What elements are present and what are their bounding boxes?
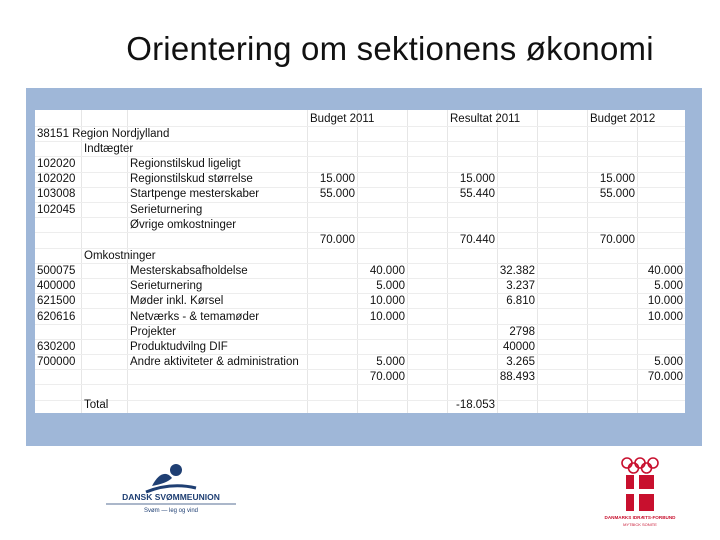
expense-row-resultat-2011: 3.265 (506, 356, 535, 369)
income-total-budget-2012: 70.000 (599, 234, 635, 246)
income-row-label: Startpenge mesterskaber (130, 188, 260, 201)
expense-row-resultat-2011: 2798 (509, 325, 535, 338)
expense-row-resultat-2011: 3.237 (506, 280, 535, 293)
svg-text:Svøm — leg og vind: Svøm — leg og vind (143, 508, 199, 514)
expense-row-budget-2011: 10.000 (369, 310, 405, 323)
expense-total-resultat-2011: 88.493 (499, 371, 535, 383)
dannebrog-flag-icon (626, 475, 654, 511)
expense-row-budget-2012: 10.000 (647, 295, 683, 308)
dif-logo (596, 453, 684, 535)
swimmer-icon (146, 464, 196, 492)
expense-row-budget-2012: 5.000 (654, 356, 683, 369)
income-row-code: 103008 (37, 188, 76, 201)
expense-row-label: Mesterskabsafholdelse (130, 265, 248, 277)
expense-row-budget-2011: 5.000 (376, 280, 405, 293)
income-section-label: Indtægter (84, 143, 134, 155)
income-row-budget-2012: 55.000 (599, 188, 635, 201)
slide-title: Orientering om sektionens økonomi (126, 30, 654, 67)
budget-sheet (35, 110, 685, 413)
income-row-label: Øvrige omkostninger (130, 218, 237, 231)
expense-row-budget-2011: 40.000 (369, 265, 405, 277)
income-row-budget-2011: 15.000 (319, 173, 355, 186)
income-total-resultat-2011: 70.440 (459, 234, 495, 246)
expense-row-code: 400000 (37, 280, 76, 293)
income-row-resultat-2011: 15.000 (459, 173, 495, 186)
expense-section-label: Omkostninger (84, 250, 156, 262)
expense-row-budget-2012: 40.000 (647, 265, 683, 277)
expense-row-budget-2011: 10.000 (369, 295, 405, 308)
header-budget-2011: Budget 2011 (310, 113, 375, 125)
expense-row-budget-2012: 10.000 (647, 310, 683, 323)
expense-row-budget-2011: 5.000 (376, 356, 405, 369)
expense-row-budget-2012: 5.000 (654, 280, 683, 293)
total-label: Total (84, 399, 109, 411)
income-row-code: 102020 (37, 173, 76, 186)
income-row-code: 102020 (37, 158, 76, 170)
income-total-budget-2011: 70.000 (319, 234, 355, 246)
expense-row-label: Andre aktiviteter & administration (130, 356, 299, 369)
income-row-label: Regionstilskud størrelse (130, 173, 253, 186)
header-budget-2012: Budget 2012 (590, 113, 656, 125)
expense-total-budget-2012: 70.000 (647, 371, 683, 383)
expense-row-label: Serieturnering (130, 280, 203, 293)
expense-row-code: 620616 (37, 310, 76, 323)
total-value: -18.053 (455, 399, 495, 411)
header-resultat-2011: Resultat 2011 (450, 113, 521, 125)
expense-row-label: Produktudvilng DIF (130, 341, 228, 353)
income-row-budget-2012: 15.000 (599, 173, 635, 186)
expense-row-code: 621500 (37, 295, 76, 308)
svg-text:MYTBICK SONITE: MYTBICK SONITE (623, 522, 657, 527)
svg-text:DANMARKS IDRÆTS-FORBUND: DANMARKS IDRÆTS-FORBUND (604, 515, 676, 520)
income-row-budget-2011: 55.000 (319, 188, 355, 201)
expense-row-label: Projekter (130, 325, 177, 338)
expense-row-label: Netværks - & temamøder (130, 310, 260, 323)
expense-row-resultat-2011: 40000 (503, 341, 535, 353)
dansk-svommeunion-logo (96, 460, 246, 520)
income-row-resultat-2011: 55.440 (459, 188, 495, 201)
expense-row-resultat-2011: 32.382 (499, 265, 535, 277)
svg-text:DANSK SVØMMEUNION: DANSK SVØMMEUNION (122, 492, 220, 502)
region-label: 38151 Region Nordjylland (37, 128, 170, 140)
income-row-label: Serieturnering (130, 203, 203, 216)
expense-row-code: 630200 (37, 341, 76, 353)
olympic-rings-icon (622, 458, 658, 473)
expense-row-code: 500075 (37, 265, 76, 277)
expense-row-code: 700000 (37, 356, 76, 369)
expense-total-budget-2011: 70.000 (369, 371, 405, 383)
expense-row-resultat-2011: 6.810 (506, 295, 535, 308)
income-row-label: Regionstilskud ligeligt (130, 158, 241, 170)
income-row-code: 102045 (37, 203, 76, 216)
expense-row-label: Møder inkl. Kørsel (130, 295, 224, 308)
